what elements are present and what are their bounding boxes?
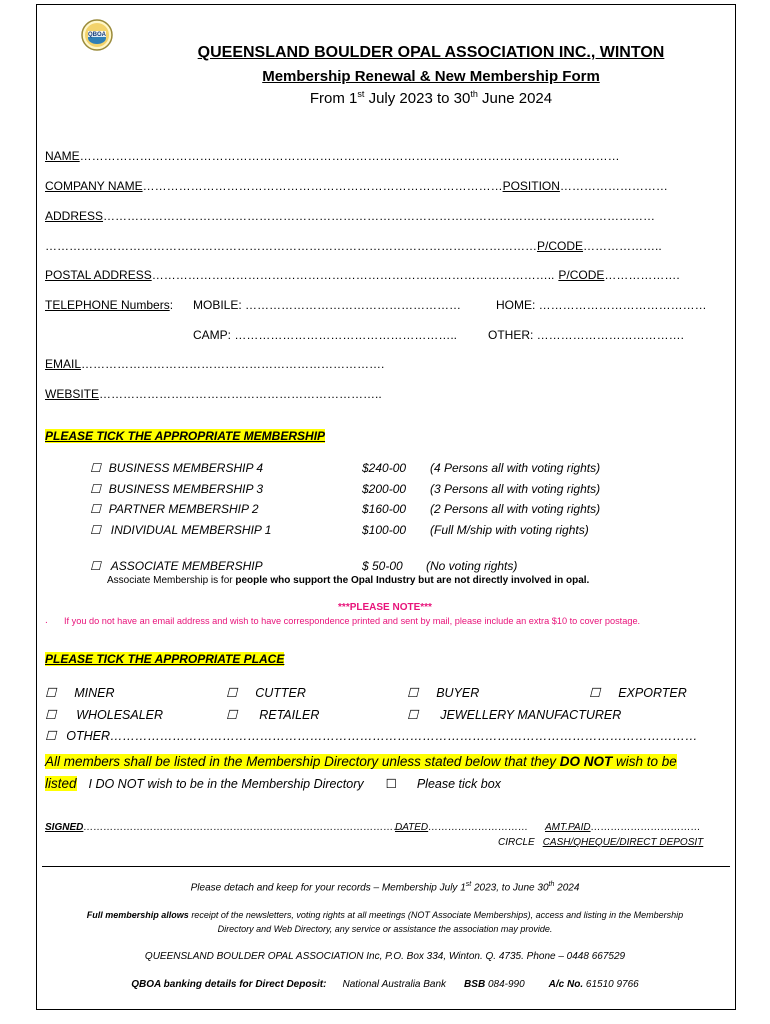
associate-desc: (No voting rights) (426, 559, 518, 573)
checkbox-icon: ☐ (90, 482, 101, 496)
checkbox-icon: ☐ (90, 523, 101, 537)
membership-option[interactable]: ☐ PARTNER MEMBERSHIP 2 (90, 502, 259, 516)
signed-field[interactable]: SIGNED…………………………………………………………………………………… (45, 822, 404, 833)
checkbox-icon: ☐ (90, 502, 101, 516)
email-field[interactable]: EMAIL…………………………………………………………………. (45, 357, 385, 371)
mobile-field[interactable]: MOBILE: ……………………………………………… (193, 298, 462, 312)
org-title: QUEENSLAND BOULDER OPAL ASSOCIATION INC., WINTON (197, 44, 665, 61)
checkbox-icon: ☐ (407, 686, 419, 700)
note-bullet: . (45, 615, 48, 626)
address-field[interactable]: ADDRESS………………………………………………………………………………………………………………………… (45, 209, 656, 223)
place-option-other[interactable]: ☐ OTHER…………………………………………………………………………………………………………………………… (45, 729, 698, 743)
postage-note: If you do not have an email address and wish to have correspondence printed and sent by mail, please include an extra $10 to cover postage. (64, 616, 641, 626)
checkbox-icon: ☐ (589, 686, 601, 700)
checkbox-icon: ☐ (90, 559, 101, 573)
address-line2-field[interactable]: ……………………………………………………………………………………………………………P/CODE……………….. (45, 239, 662, 253)
camp-phone-field[interactable]: CAMP: ……………………………………………….. (193, 328, 458, 342)
other-phone-field[interactable]: OTHER: ………………………………. (488, 328, 685, 342)
directory-notice: All members shall be listed in the Membership Directory unless stated below that they DO NOT wish to be (45, 754, 677, 769)
membership-desc: (4 Persons all with voting rights) (430, 461, 601, 475)
place-option-miner[interactable]: ☐ MINER (45, 686, 115, 700)
association-address: QUEENSLAND BOULDER OPAL ASSOCIATION Inc, P.O. Box 334, Winton. Q. 4735. Phone – 0448 667529 (144, 951, 626, 962)
logo-text: QBOA (88, 32, 106, 38)
payment-methods[interactable]: CIRCLE CASH/QHEQUE/DIRECT DEPOSIT (498, 837, 704, 848)
please-note: ***PLEASE NOTE*** (338, 602, 432, 613)
telephone-label: TELEPHONE Numbers: (45, 298, 174, 312)
place-option-wholesaler[interactable]: ☐ WHOLESALER (45, 708, 164, 722)
banking-details: QBOA banking details for Direct Deposit: National Australia Bank BSB 084-990 A/c No. 61510 9766 (131, 979, 639, 990)
place-option-buyer[interactable]: ☐ BUYER (407, 686, 480, 700)
checkbox-icon: ☐ (45, 729, 57, 743)
membership-option[interactable]: ☐ INDIVIDUAL MEMBERSHIP 1 (90, 523, 272, 537)
membership-price: $160-00 (362, 502, 407, 516)
place-heading: PLEASE TICK THE APPROPRIATE PLACE (45, 652, 285, 666)
membership-desc: (2 Persons all with voting rights) (430, 502, 601, 516)
form-title: Membership Renewal & New Membership Form (262, 68, 600, 85)
amount-paid-field[interactable]: AMT.PAID…………………………… (545, 822, 701, 833)
detach-note: Please detach and keep for your records – Membership July 1st 2023, to June 30th 2024 (190, 881, 580, 894)
home-phone-field[interactable]: HOME: …………………………………… (496, 298, 707, 312)
company-field[interactable]: COMPANY NAME………………………………………………………………………………POSITION……………………… (45, 179, 668, 193)
place-option-cutter[interactable]: ☐ CUTTER (226, 686, 306, 700)
postal-address-field[interactable]: POSTAL ADDRESS……………………………………………………………………………………….. P/CODE………………. (45, 268, 680, 282)
checkbox-icon: ☐ (407, 708, 419, 722)
membership-price: $100-00 (362, 523, 407, 537)
membership-option[interactable]: ☐ BUSINESS MEMBERSHIP 4 (90, 461, 264, 475)
dated-field[interactable]: DATED………………………… (395, 822, 529, 833)
associate-note: Associate Membership is for people who support the Opal Industry but are not directly involved in opal. (107, 575, 590, 586)
checkbox-icon: ☐ (226, 686, 238, 700)
place-option-exporter[interactable]: ☐ EXPORTER (589, 686, 687, 700)
membership-desc: (Full M/ship with voting rights) (430, 523, 589, 537)
website-field[interactable]: WEBSITE…………………………………………………………….. (45, 387, 382, 401)
associate-price: $ 50-00 (362, 559, 403, 573)
full-membership-note: Full membership allows receipt of the newsletters, voting rights at all meetings (NOT Associate Memberships), access and listing in the Membership (86, 910, 684, 920)
checkbox-icon: ☐ (226, 708, 238, 722)
checkbox-icon: ☐ (45, 708, 57, 722)
membership-option[interactable]: ☐ BUSINESS MEMBERSHIP 3 (90, 482, 264, 496)
place-option-jeweller[interactable]: ☐ JEWELLERY MANUFACTURER (407, 708, 622, 722)
membership-desc: (3 Persons all with voting rights) (430, 482, 601, 496)
directory-optout[interactable]: listed I DO NOT wish to be in the Membership Directory ☐ Please tick box (45, 776, 501, 791)
membership-price: $200-00 (362, 482, 407, 496)
checkbox-icon: ☐ (45, 686, 57, 700)
checkbox-icon: ☐ (90, 461, 101, 475)
membership-price: $240-00 (362, 461, 407, 475)
form-period: From 1st July 2023 to 30th June 2024 (309, 89, 553, 107)
place-option-retailer[interactable]: ☐ RETAILER (226, 708, 320, 722)
full-membership-note-2: Directory and Web Directory, any service or assistance the association may provide. (217, 924, 553, 934)
detach-line (42, 866, 730, 867)
associate-option[interactable]: ☐ ASSOCIATE MEMBERSHIP (90, 559, 263, 573)
name-field[interactable]: NAME……………………………………………………………………………………………………………………… (45, 149, 620, 163)
membership-heading: PLEASE TICK THE APPROPRIATE MEMBERSHIP (45, 429, 326, 443)
checkbox-icon: ☐ (385, 777, 397, 791)
